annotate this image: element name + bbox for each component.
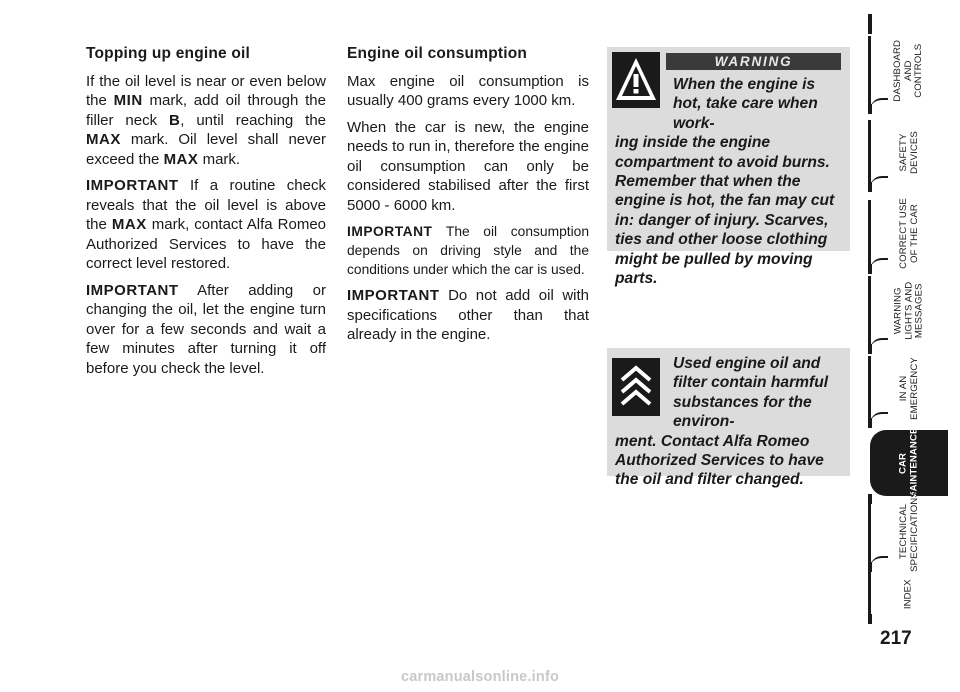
text: mark. bbox=[198, 150, 241, 168]
tab-divider bbox=[868, 14, 872, 34]
tab-label: SAFETY DEVICES bbox=[897, 130, 919, 174]
filler-neck-letter: B bbox=[168, 111, 181, 129]
tab-edge bbox=[868, 36, 871, 106]
environment-text-rest: ment. Contact Alfa Romeo Authorized Services to have the oil and filter changed. bbox=[615, 432, 824, 489]
paragraph-oil-level bbox=[86, 72, 326, 170]
min-mark: MIN bbox=[113, 92, 143, 109]
paragraph-important-driving-style bbox=[347, 222, 589, 279]
tab-edge bbox=[868, 276, 871, 346]
tab-dashboard-and-controls[interactable] bbox=[872, 36, 946, 106]
tab-edge bbox=[868, 498, 871, 564]
max-mark: MAX bbox=[111, 216, 147, 233]
tab-label: IN AN EMERGENCY bbox=[897, 356, 919, 420]
tab-correct-use-of-the-car[interactable] bbox=[872, 197, 946, 269]
tab-label: INDEX bbox=[902, 579, 914, 609]
column-topping-up bbox=[86, 44, 326, 385]
text: mark, add oil through the filler neck bbox=[86, 92, 326, 129]
text: After adding or changing the oil, let the engine turn over for a few seconds and wait a few minutes after turning it off before you check the level. bbox=[86, 281, 326, 377]
paragraph-important-level bbox=[86, 176, 326, 274]
max-mark: MAX bbox=[163, 150, 199, 168]
tab-label: CAR MAINTENANCE bbox=[897, 427, 919, 499]
paragraph-important-check bbox=[86, 281, 326, 379]
text: If a routine check reveals that the oil level is above the bbox=[86, 177, 326, 233]
tab-index[interactable] bbox=[872, 572, 946, 616]
warning-triangle-icon bbox=[612, 52, 660, 108]
page-number: 217 bbox=[880, 628, 912, 649]
tab-in-an-emergency[interactable] bbox=[872, 356, 946, 420]
important-label: IMPORTANT bbox=[86, 281, 179, 299]
text: Do not add oil with specifications other than that already in the engine. bbox=[347, 287, 589, 343]
tab-car-maintenance[interactable] bbox=[870, 427, 948, 499]
text: The oil consumption depends on driving style and the conditions under which the car is used. bbox=[347, 224, 589, 277]
text: If the oil level is near or even below the bbox=[86, 72, 326, 109]
tab-safety-devices[interactable] bbox=[872, 120, 946, 184]
tab-warning-lights-and-messages[interactable] bbox=[872, 276, 946, 346]
important-label: IMPORTANT bbox=[347, 224, 433, 239]
tab-label: CORRECT USE OF THE CAR bbox=[897, 197, 919, 269]
important-label: IMPORTANT bbox=[347, 287, 440, 304]
watermark: carmanualsonline.info bbox=[400, 669, 560, 685]
tab-label: TECHNICAL SPECIFICATIONS bbox=[897, 490, 919, 572]
text: mark, contact Alfa Romeo Authorized Services to have the correct level restored. bbox=[86, 216, 326, 272]
text: mark. Oil level shall never exceed the bbox=[86, 131, 326, 168]
environment-text-lead: Used engine oil and filter contain harmful substances for the environ- bbox=[673, 355, 829, 431]
paragraph-max-consumption: Max engine oil consumption is usually 400 grams every 1000 km. bbox=[347, 72, 589, 109]
paragraph-important-specs bbox=[347, 286, 589, 345]
tab-edge bbox=[868, 356, 871, 420]
warning-text-rest: ing inside the engine compartment to avoid burns. Remember that when the engine is hot, the fan may cut in: danger of injury. Scarves, ties and other loose clothing might be pulled by moving parts. bbox=[615, 134, 835, 288]
warning-label: WARNING bbox=[666, 53, 841, 70]
environment-chevron-icon bbox=[612, 358, 660, 416]
heading-oil-consumption: Engine oil consumption bbox=[347, 45, 528, 62]
tab-edge bbox=[868, 200, 871, 266]
text: , until reaching the bbox=[180, 111, 327, 129]
max-mark: MAX bbox=[86, 131, 121, 148]
paragraph-running-in: When the car is new, the engine needs to run in, therefore the engine oil consumption can only be considered stabilised after the first 5000 - 6000 km. bbox=[347, 118, 589, 214]
tab-edge bbox=[868, 120, 871, 184]
warning-text-lead: When the engine is hot, take care when work- bbox=[673, 76, 818, 132]
heading-topping-up: Topping up engine oil bbox=[86, 45, 251, 62]
important-label: IMPORTANT bbox=[86, 177, 179, 194]
tab-edge bbox=[868, 572, 871, 616]
tab-technical-specifications[interactable] bbox=[872, 490, 946, 572]
tab-label: WARNING LIGHTS AND MESSAGES bbox=[892, 281, 925, 341]
tab-label: DASHBOARD AND CONTROLS bbox=[892, 40, 925, 102]
column-oil-consumption bbox=[347, 44, 589, 352]
